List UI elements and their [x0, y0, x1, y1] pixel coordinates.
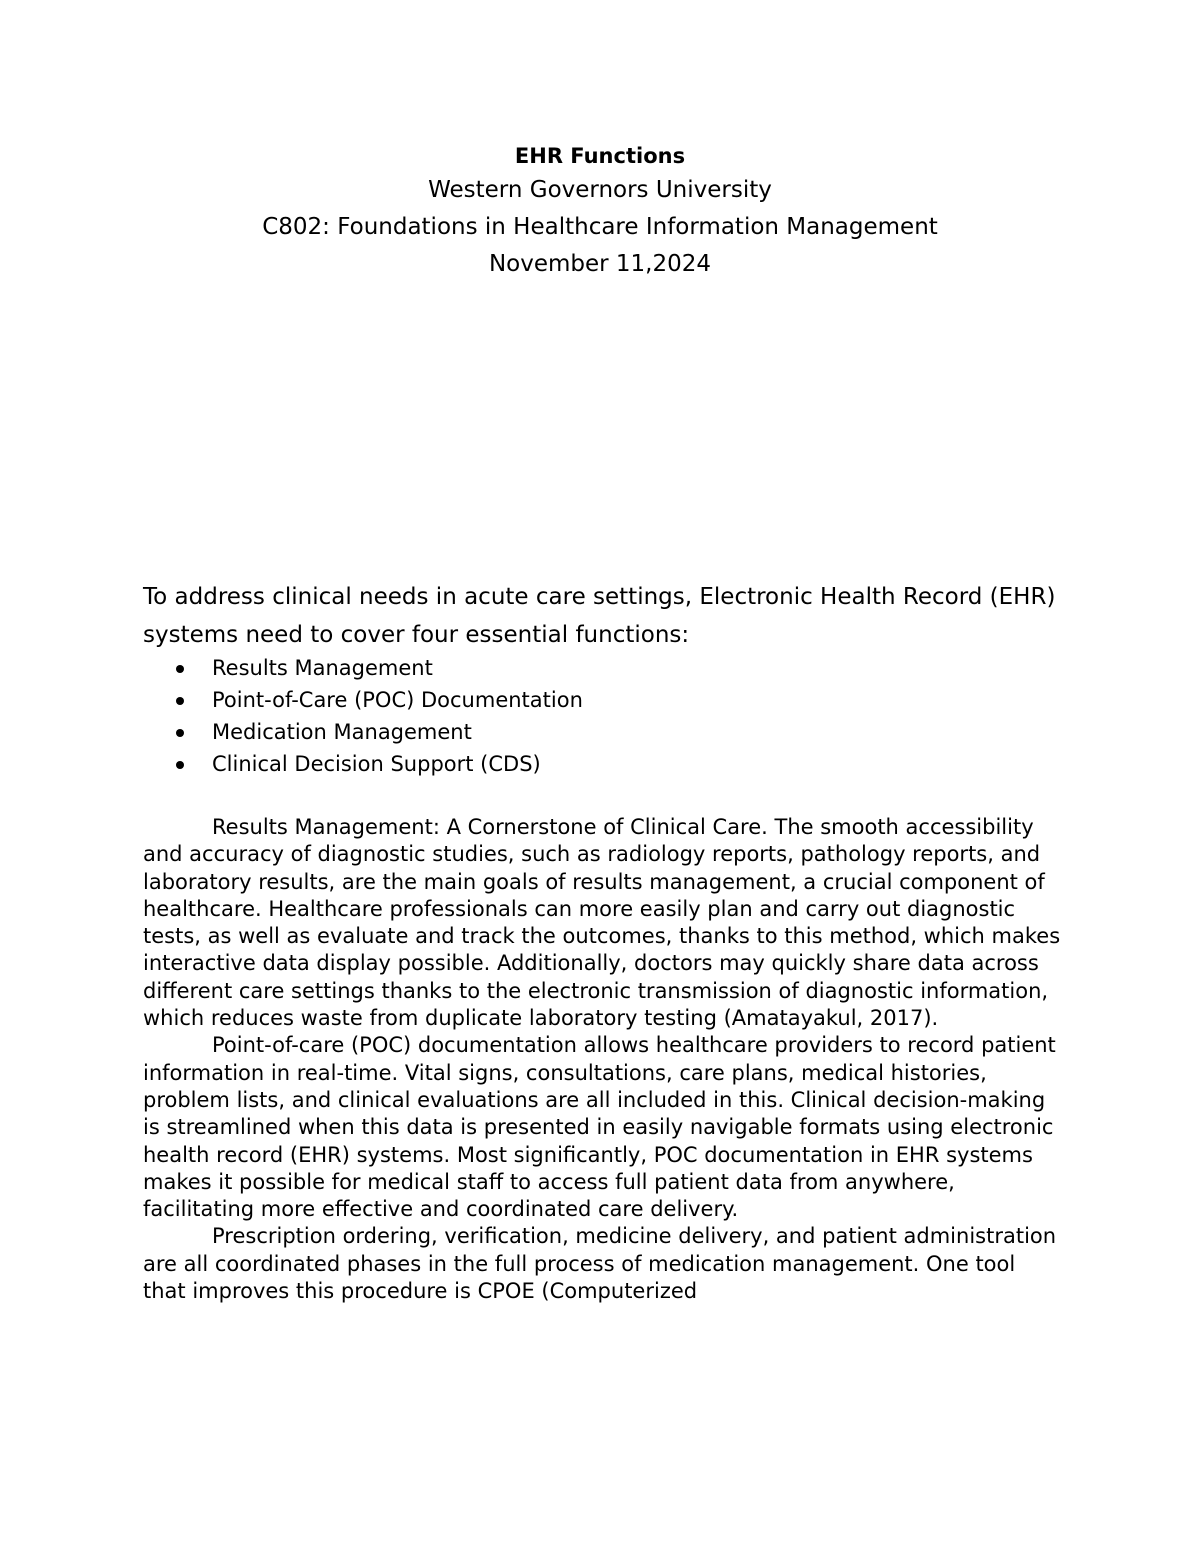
functions-list: [143, 652, 1043, 780]
list-item-text: Results Management: [212, 656, 433, 680]
list-item: [143, 684, 1043, 716]
institution-name: Western Governors University: [428, 177, 772, 203]
course-name: C802: Foundations in Healthcare Information Management: [262, 214, 938, 240]
list-item: [143, 716, 1043, 748]
body-text: [143, 814, 1063, 1305]
list-item: [143, 652, 1043, 684]
list-item-text: Point-of-Care (POC) Documentation: [212, 688, 583, 712]
list-item-text: Clinical Decision Support (CDS): [212, 752, 541, 776]
bullet-icon: [176, 697, 184, 705]
poc-documentation-paragraph: Point-of-care (POC) documentation allows healthcare providers to record patient information in real-time. Vital signs, consultations, care plans, medical histories, problem lists, and clinical evaluations are all included in this. Clinical decision-making is streamlined when this data is presented in easily navigable formats using electronic health record (EHR) systems. Most significantly, POC documentation in EHR systems makes it possible for medical staff to access full patient data from anywhere, facilitating more effective and coordinated care delivery.: [143, 1033, 1056, 1222]
document-date: November 11,2024: [488, 251, 712, 277]
list-item: [143, 748, 1043, 780]
bullet-icon: [176, 729, 184, 737]
intro-paragraph: To address clinical needs in acute care settings, Electronic Health Record (EHR) systems need to cover four essential functions:: [143, 584, 1056, 648]
bullet-icon: [176, 761, 184, 769]
document-title: EHR Functions: [514, 144, 686, 168]
results-management-paragraph: Results Management: A Cornerstone of Clinical Care. The smooth accessibility and accuracy of diagnostic studies, such as radiology reports, pathology reports, and laboratory results, are the main goals of results management, a crucial component of healthcare. Healthcare professionals can more easily plan and carry out diagnostic tests, as well as evaluate and track the outcomes, thanks to this method, which makes interactive data display possible. Additionally, doctors may quickly share data across different care settings thanks to the electronic transmission of diagnostic information, which reduces waste from duplicate laboratory testing (Amatayakul, 2017).: [143, 815, 1061, 1031]
list-item-text: Medication Management: [212, 720, 472, 744]
medication-management-paragraph: Prescription ordering, verification, medicine delivery, and patient administration are all coordinated phases in the full process of medication management. One tool that improves this procedure is CPOE (Computerized: [143, 1224, 1057, 1304]
title-block: [0, 140, 1200, 283]
bullet-icon: [176, 665, 184, 673]
